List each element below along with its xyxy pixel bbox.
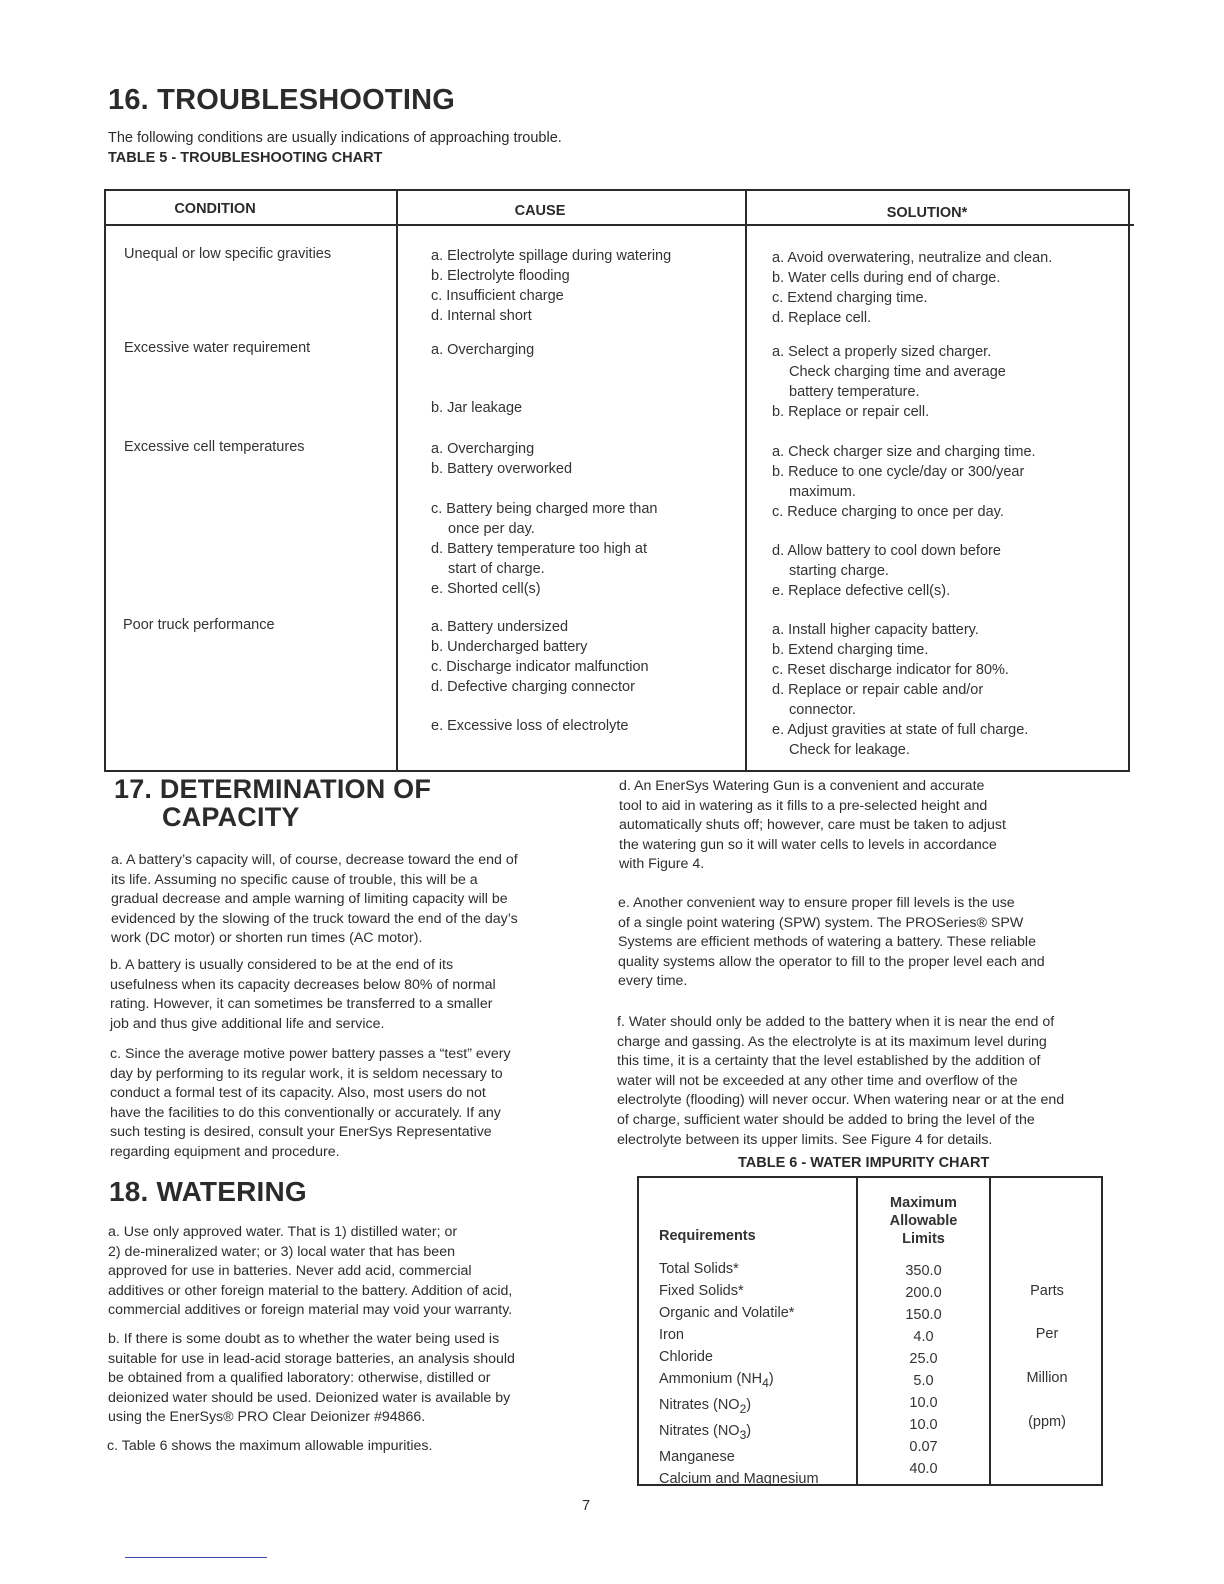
unit-ppm: (ppm) — [1028, 1414, 1066, 1430]
requirement-name — [659, 1420, 819, 1446]
solution-line: a. Avoid overwatering, neutralize and clean. — [772, 250, 1053, 266]
name-part: ) — [768, 1371, 774, 1387]
watering-paragraph-f — [617, 1013, 1064, 1150]
text-line: this time, it is a certainty that the level established by the addition of — [617, 1053, 1041, 1070]
text-line: e. Another convenient way to ensure proper fill levels is the use — [618, 895, 1015, 911]
cause-line: b. Electrolyte flooding — [431, 268, 570, 284]
text-line: water will not be exceeded at any other time and overflow of the — [617, 1072, 1018, 1089]
water-impurity-table — [637, 1176, 1103, 1486]
text-line: gradual decrease and ample warning of limiting capacity will be — [111, 891, 508, 908]
text-line: the watering gun so it will water cells to levels in accordance — [619, 836, 997, 853]
section-17-title-line2: CAPACITY — [162, 802, 300, 832]
solution-line: a. Check charger size and charging time. — [772, 444, 1036, 460]
cause-cell — [431, 439, 658, 599]
requirement-name: Iron — [659, 1327, 684, 1343]
text-line: d. An EnerSys Watering Gun is a convenient and accurate — [619, 778, 985, 794]
solution-line: d. Replace cell. — [772, 310, 872, 326]
section-18-title: 18. WATERING — [109, 1176, 307, 1207]
text-line: f. Water should only be added to the battery when it is near the end of — [617, 1014, 1055, 1030]
requirement-name — [659, 1368, 819, 1394]
text-line: charge and gassing. As the electrolyte is at its maximum level during — [617, 1033, 1047, 1050]
subscript: 4 — [762, 1375, 769, 1390]
text-line: tool to aid in watering as it fills to a pre-selected height and — [619, 797, 988, 814]
header-line: Limits — [902, 1231, 945, 1247]
solution-line: e. Adjust gravities at state of full charge. — [772, 722, 1029, 738]
limit-value: 150.0 — [905, 1307, 942, 1323]
text-line: commercial additives or foreign material may void your warranty. — [108, 1302, 513, 1319]
text-line: job and thus give additional life and service. — [110, 1015, 385, 1032]
solution-line: a. Install higher capacity battery. — [772, 622, 979, 638]
limits-column — [858, 1260, 989, 1480]
cause-line: a. Battery undersized — [431, 619, 569, 635]
watering-paragraph-b — [108, 1330, 515, 1428]
limit-value: 4.0 — [913, 1329, 934, 1345]
text-line: quality systems allow the operator to fill to the proper level each and — [618, 953, 1045, 970]
text-line: deionized water should be used. Deionized water is available by — [108, 1389, 511, 1406]
cause-line: c. Battery being charged more than — [431, 501, 658, 517]
text-line: electrolyte between its upper limits. See Figure 4 for details. — [617, 1131, 993, 1148]
solution-line: Check for leakage. — [789, 742, 910, 758]
section-17-title — [114, 775, 431, 831]
solution-line: starting charge. — [789, 563, 889, 579]
solution-line: b. Water cells during end of charge. — [772, 270, 1001, 286]
solution-line: c. Reset discharge indicator for 80%. — [772, 662, 1009, 678]
solution-line: battery temperature. — [789, 384, 920, 400]
header-cause: CAUSE — [514, 203, 566, 219]
header-requirements: Requirements — [659, 1228, 756, 1244]
section-17-title-line1: 17. DETERMINATION OF — [114, 774, 432, 804]
text-line: day by performing to its regular work, it is seldom necessary to — [110, 1065, 503, 1082]
header-divider — [104, 224, 1134, 226]
text-line: b. If there is some doubt as to whether the water being used is — [108, 1331, 500, 1347]
text-line: such testing is desired, consult your EnerSys Representative — [110, 1124, 492, 1141]
table-5-caption: TABLE 5 - TROUBLESHOOTING CHART — [108, 150, 383, 166]
cause-cell — [431, 246, 671, 326]
text-line: additives or other foreign material to the battery. Addition of acid, — [108, 1282, 513, 1299]
header-solution: SOLUTION* — [886, 205, 968, 221]
cause-line: b. Jar leakage — [431, 400, 523, 416]
condition-text: Unequal or low specific gravities — [124, 246, 332, 262]
table-6-caption: TABLE 6 - WATER IMPURITY CHART — [738, 1155, 990, 1171]
cause-line: e. Shorted cell(s) — [431, 581, 541, 597]
section-16-title: 16. TROUBLESHOOTING — [108, 84, 455, 116]
limit-value: 350.0 — [905, 1263, 942, 1279]
name-part: ) — [746, 1422, 752, 1439]
solution-line: b. Reduce to one cycle/day or 300/year — [772, 464, 1025, 480]
watering-paragraph-c — [107, 1437, 432, 1457]
solution-line: maximum. — [789, 484, 856, 500]
text-line: 2) de-mineralized water; or 3) local water that has been — [108, 1243, 455, 1260]
solution-line: connector. — [789, 702, 856, 718]
text-line: electrolyte (flooding) will never occur. When watering near or at the end — [617, 1092, 1065, 1109]
text-line: have the facilities to do this conventionally or accurately. If any — [110, 1104, 501, 1121]
solution-line: d. Replace or repair cable and/or — [772, 682, 984, 698]
condition-cell — [124, 338, 310, 358]
text-line: be obtained from a qualified laboratory: otherwise, distilled or — [108, 1370, 491, 1387]
subscript: 2 — [739, 1401, 747, 1416]
capacity-paragraph-b — [110, 956, 496, 1034]
capacity-paragraph-c — [110, 1045, 511, 1163]
cause-line: a. Electrolyte spillage during watering — [431, 248, 672, 264]
cause-line: d. Defective charging connector — [431, 679, 635, 695]
limit-value: 10.0 — [909, 1395, 938, 1411]
page-number: 7 — [582, 1498, 591, 1514]
name-part: Nitrates (NO — [659, 1422, 740, 1439]
condition-text: Excessive cell temperatures — [124, 439, 305, 455]
text-line: its life. Assuming no specific cause of trouble, this will be a — [111, 871, 478, 888]
solution-line: b. Replace or repair cell. — [772, 404, 930, 420]
requirement-name: Fixed Solids* — [659, 1283, 744, 1299]
unit-per: Per — [1035, 1326, 1059, 1342]
text-line: c. Since the average motive power battery passes a “test” every — [110, 1046, 511, 1062]
troubleshooting-table — [104, 189, 1130, 772]
condition-text: Poor truck performance — [123, 617, 275, 633]
requirement-name: Organic and Volatile* — [659, 1305, 795, 1321]
cause-line: d. Internal short — [431, 308, 532, 324]
cause-line: c. Insufficient charge — [431, 288, 564, 304]
header-condition: CONDITION — [174, 201, 256, 217]
limit-value: 25.0 — [909, 1351, 938, 1367]
requirement-name: Calcium and Magnesium — [659, 1470, 819, 1487]
footer-rule — [125, 1557, 267, 1558]
text-line: of charge, sufficient water should be added to bring the level of the — [617, 1111, 1035, 1128]
condition-text: Excessive water requirement — [124, 340, 311, 356]
cause-line: d. Battery temperature too high at — [431, 541, 648, 557]
solution-line: c. Extend charging time. — [772, 290, 928, 306]
limit-value: 40.0 — [909, 1461, 938, 1477]
header-line: Maximum — [890, 1195, 957, 1211]
text-line: automatically shuts off; however, care must be taken to adjust — [619, 817, 1006, 834]
solution-cell — [772, 248, 1052, 328]
cause-line: a. Overcharging — [431, 342, 535, 358]
name-part: Nitrates (NO — [659, 1396, 740, 1413]
text-line: a. Use only approved water. That is 1) distilled water; or — [108, 1224, 458, 1240]
text-line: suitable for use in lead-acid storage batteries, an analysis should — [108, 1350, 515, 1367]
subscript: 3 — [739, 1427, 747, 1442]
text-line: a. A battery’s capacity will, of course, decrease toward the end of — [111, 852, 518, 868]
text-line: usefulness when its capacity decreases below 80% of normal — [110, 976, 496, 993]
requirement-name: Total Solids* — [659, 1261, 739, 1277]
column-divider — [745, 189, 747, 772]
text-line: c. Table 6 shows the maximum allowable impurities. — [107, 1438, 433, 1454]
text-line: work (DC motor) or shorten run times (AC motor). — [111, 930, 423, 947]
cause-line: e. Excessive loss of electrolyte — [431, 718, 629, 734]
header-max-allowable — [858, 1194, 989, 1248]
text-line: with Figure 4. — [619, 856, 705, 873]
requirement-name: Manganese — [659, 1448, 735, 1465]
text-line: regarding equipment and procedure. — [110, 1143, 340, 1160]
header-line: Allowable — [889, 1213, 958, 1229]
requirements-column — [659, 1258, 819, 1490]
cause-line: b. Battery overworked — [431, 461, 573, 477]
solution-line: a. Select a properly sized charger. — [772, 344, 992, 360]
text-line: rating. However, it can sometimes be transferred to a smaller — [110, 996, 493, 1013]
condition-cell — [124, 437, 305, 457]
cause-line: start of charge. — [448, 561, 545, 577]
cause-line: once per day. — [448, 521, 535, 537]
unit-parts: Parts — [1030, 1283, 1064, 1299]
name-part: Ammonium (NH — [659, 1371, 763, 1387]
requirement-name: Chloride — [659, 1349, 713, 1365]
text-line: b. A battery is usually considered to be at the end of its — [110, 957, 454, 973]
solution-line: Check charging time and average — [789, 364, 1006, 380]
text-line: of a single point watering (SPW) system. The PROSeries® SPW — [618, 914, 1024, 931]
solution-cell — [772, 620, 1028, 760]
limit-value: 0.07 — [909, 1439, 938, 1455]
limit-value: 200.0 — [905, 1285, 942, 1301]
text-line: Systems are efficient methods of watering a battery. These reliable — [618, 934, 1036, 951]
solution-line: e. Replace defective cell(s). — [772, 583, 951, 599]
solution-line: c. Reduce charging to once per day. — [772, 504, 1004, 520]
text-line: using the EnerSys® PRO Clear Deionizer #94866. — [108, 1409, 426, 1426]
condition-cell — [123, 615, 275, 635]
unit-million: Million — [1026, 1370, 1068, 1386]
watering-paragraph-a — [108, 1223, 512, 1321]
text-line: evidenced by the slowing of the truck toward the end of the day’s — [111, 910, 518, 927]
solution-line: d. Allow battery to cool down before — [772, 543, 1001, 559]
limit-value: 5.0 — [913, 1373, 934, 1389]
watering-paragraph-e — [618, 894, 1045, 992]
condition-cell — [124, 244, 331, 264]
requirement-name — [659, 1394, 819, 1420]
text-line: approved for use in batteries. Never add acid, commercial — [108, 1263, 472, 1280]
cause-line: b. Undercharged battery — [431, 639, 588, 655]
column-divider — [396, 189, 398, 772]
text-line: conduct a formal test of its capacity. Also, most users do not — [110, 1085, 486, 1102]
cause-cell — [431, 617, 649, 736]
text-line: every time. — [618, 973, 688, 990]
capacity-paragraph-a — [111, 851, 518, 949]
solution-line: b. Extend charging time. — [772, 642, 929, 658]
cause-line: a. Overcharging — [431, 441, 535, 457]
watering-paragraph-d — [619, 777, 1006, 875]
troubleshooting-intro: The following conditions are usually indications of approaching trouble. — [108, 130, 562, 146]
cause-cell — [431, 340, 534, 418]
solution-cell — [772, 342, 1006, 422]
name-part: ) — [746, 1396, 752, 1413]
solution-cell — [772, 442, 1036, 601]
cause-line: c. Discharge indicator malfunction — [431, 659, 649, 675]
limit-value: 10.0 — [909, 1417, 938, 1433]
